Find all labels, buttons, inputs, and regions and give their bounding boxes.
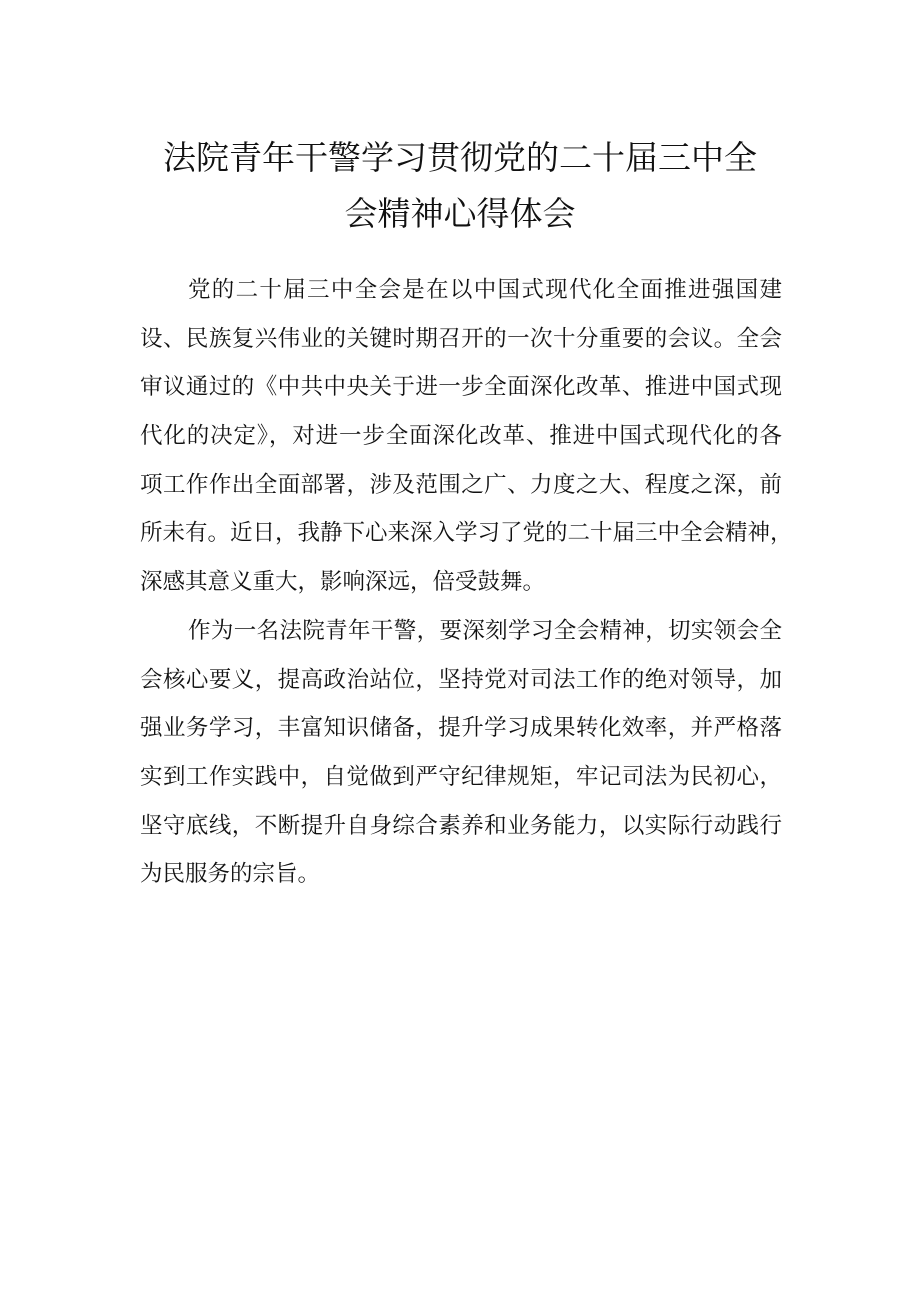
paragraph-line: 实到工作实践中，自觉做到严守纪律规矩，牢记司法为民初心， <box>140 763 782 790</box>
paragraph-line: 代化的决定》，对进一步全面深化改革、推进中国式现代化的各 <box>140 423 782 450</box>
paragraph-1 <box>140 266 793 607</box>
document-title-line-2: 会精神心得体会 <box>344 194 576 233</box>
paragraph-line: 强业务学习，丰富知识储备，提升学习成果转化效率，并严格落 <box>140 715 782 742</box>
paragraph-line: 设、民族复兴伟业的关键时期召开的一次十分重要的会议。全会 <box>140 325 782 352</box>
paragraph-line: 所未有。近日，我静下心来深入学习了党的二十届三中全会精神， <box>140 520 793 547</box>
paragraph-line: 坚守底线，不断提升自身综合素养和业务能力，以实际行动践行 <box>140 812 782 839</box>
paragraph-line: 项工作作出全面部署，涉及范围之广、力度之大、程度之深，前 <box>140 471 782 498</box>
paragraph-line: 会核心要义，提高政治站位，坚持党对司法工作的绝对领导，加 <box>140 666 782 693</box>
paragraph-line: 深感其意义重大，影响深远，倍受鼓舞。 <box>140 569 546 596</box>
paragraph-line: 为民服务的宗旨。 <box>140 861 321 888</box>
document-title-line-1: 法院青年干警学习贯彻党的二十届三中全 <box>163 138 757 177</box>
paragraph-line: 审议通过的《中共中央关于进一步全面深化改革、推进中国式现 <box>140 374 782 401</box>
paragraph-line: 党的二十届三中全会是在以中国式现代化全面推进强国建 <box>188 277 782 303</box>
document-body <box>140 266 793 899</box>
paragraph-line: 作为一名法院青年干警，要深刻学习全会精神，切实领会全 <box>188 617 782 644</box>
paragraph-2 <box>140 607 782 899</box>
